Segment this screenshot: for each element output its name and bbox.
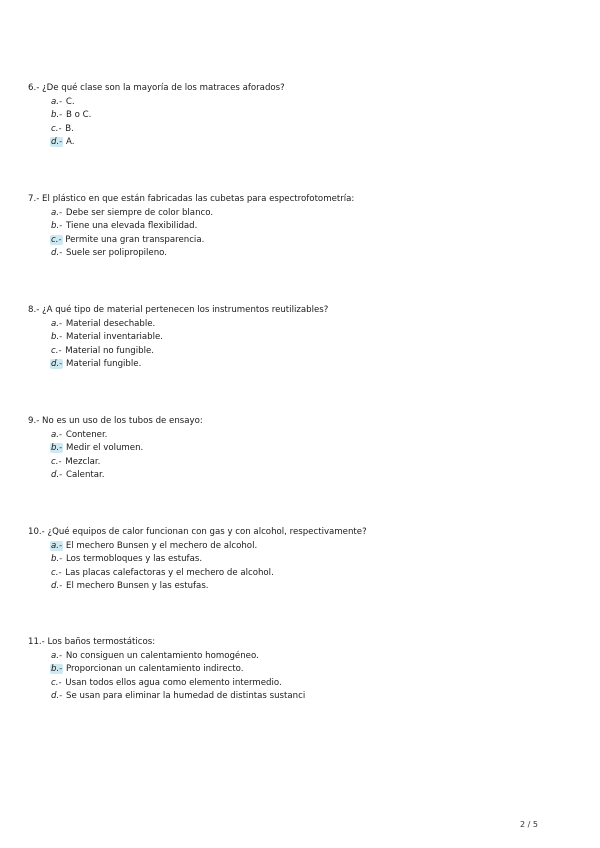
option-a[interactable] [50,540,568,554]
option-letter: b.- [51,664,63,675]
option-a[interactable] [50,96,568,110]
option-text: A. [66,137,75,148]
option-text: Suele ser polipropileno. [66,248,168,259]
question-statement: ¿Qué equipos de calor funcionan con gas y con alcohol, respectivamente? [47,527,367,537]
question-text [28,304,568,318]
option-letter: a.- [51,207,63,218]
option-text: Usan todos ellos agua como elemento intermedio. [65,677,282,688]
question-7 [28,193,568,261]
option-b[interactable] [50,109,568,123]
option-text: C. [65,96,75,107]
option-b[interactable] [50,220,568,234]
option-letter: c.- [51,123,62,134]
option-d[interactable] [50,469,568,483]
option-d[interactable] [50,136,568,150]
option-a[interactable] [50,650,568,664]
question-number: 10.- [28,527,45,537]
option-c[interactable] [50,345,568,359]
option-text: B. [65,123,74,134]
option-d[interactable] [50,690,568,704]
option-letter: a.- [51,540,63,551]
option-letter: a.- [51,650,63,661]
option-d[interactable] [50,358,568,372]
question-text [28,526,568,540]
option-letter: b.- [51,110,63,121]
option-c[interactable] [50,677,568,691]
option-letter: d.- [51,359,63,370]
option-text: Las placas calefactoras y el mechero de alcohol. [65,567,274,578]
question-8 [28,304,568,372]
option-text: Debe ser siempre de color blanco. [65,207,214,218]
option-c[interactable] [50,456,568,470]
option-c[interactable] [50,567,568,581]
option-text: Contener. [65,429,108,440]
option-b[interactable] [50,553,568,567]
option-c[interactable] [50,234,568,248]
option-a[interactable] [50,318,568,332]
option-letter: c.- [51,234,62,245]
option-text: Los termobloques y las estufas. [66,554,203,565]
option-text: Se usan para eliminar la humedad de distintas sustanci [66,691,306,702]
option-letter: c.- [51,677,62,688]
option-text: Medir el volumen. [66,443,144,454]
option-a[interactable] [50,207,568,221]
option-letter: a.- [51,96,63,107]
question-text [28,415,568,429]
question-number: 9.- [28,416,40,426]
question-statement: ¿De qué clase son la mayoría de los matraces aforados? [42,83,285,93]
option-text: No consiguen un calentamiento homogéneo. [65,650,259,661]
option-letter: d.- [51,470,63,481]
question-number: 8.- [28,305,40,315]
option-letter: c.- [51,567,62,578]
question-9 [28,415,568,483]
option-letter: b.- [51,221,63,232]
option-text: Material inventariable. [66,332,164,343]
question-text [28,82,568,96]
option-text: El mechero Bunsen y las estufas. [66,581,209,592]
option-letter: b.- [51,332,63,343]
option-b[interactable] [50,663,568,677]
option-letter: a.- [51,429,63,440]
option-letter: d.- [51,581,63,592]
question-statement: El plástico en que están fabricadas las cubetas para espectrofotometría: [42,194,355,204]
option-letter: d.- [51,248,63,259]
question-statement: ¿A qué tipo de material pertenecen los instrumentos reutilizables? [42,305,329,315]
option-text: Calentar. [66,470,105,481]
page-number: 2 / 5 [520,820,538,829]
option-b[interactable] [50,331,568,345]
question-number: 11.- [28,637,45,647]
option-d[interactable] [50,580,568,594]
question-10 [28,526,568,594]
option-d[interactable] [50,247,568,261]
option-letter: d.- [51,137,63,148]
question-statement: No es un uso de los tubos de ensayo: [42,416,203,426]
option-text: Material fungible. [66,359,142,370]
option-text: Material no fungible. [65,345,154,356]
option-text: Permite una gran transparencia. [65,234,205,245]
option-text: Proporcionan un calentamiento indirecto. [66,664,244,675]
option-letter: a.- [51,318,63,329]
question-6 [28,82,568,150]
question-number: 6.- [28,83,40,93]
question-11 [28,636,568,704]
option-a[interactable] [50,429,568,443]
option-text: B o C. [66,110,92,121]
question-number: 7.- [28,194,40,204]
option-letter: b.- [51,554,63,565]
question-statement: Los baños termostáticos: [47,637,156,647]
option-letter: b.- [51,443,63,454]
option-letter: d.- [51,691,63,702]
option-letter: c.- [51,456,62,467]
option-text: El mechero Bunsen y el mechero de alcohol. [65,540,258,551]
option-c[interactable] [50,123,568,137]
option-b[interactable] [50,442,568,456]
option-letter: c.- [51,345,62,356]
option-text: Mezclar. [65,456,101,467]
option-text: Material desechable. [65,318,156,329]
question-text [28,636,568,650]
option-text: Tiene una elevada flexibilidad. [66,221,198,232]
question-text [28,193,568,207]
